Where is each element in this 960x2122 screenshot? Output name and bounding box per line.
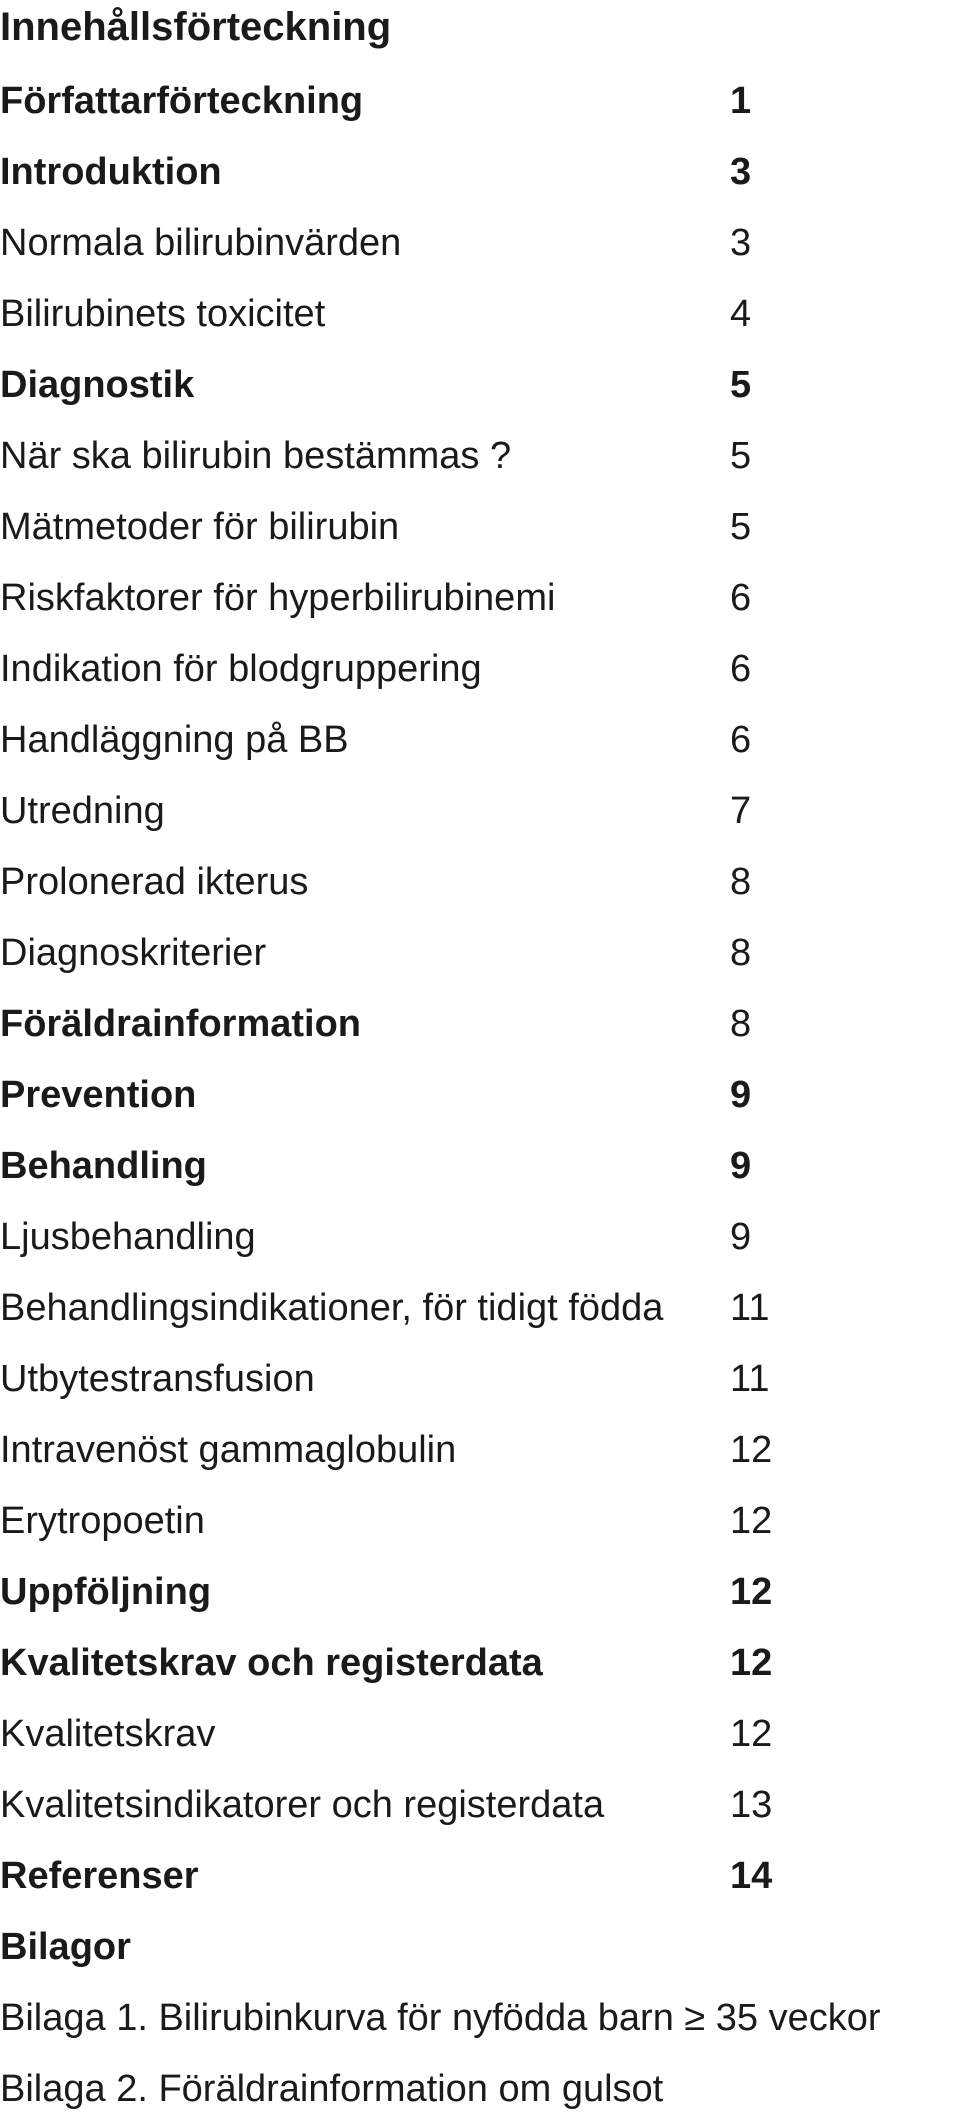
toc-label: Introduktion: [0, 151, 222, 193]
page-title: Innehållsförteckning: [0, 5, 392, 49]
toc-page-number: 13: [730, 1784, 773, 1826]
toc-page-number: 3: [730, 151, 752, 193]
toc-page-number: 5: [730, 435, 752, 477]
toc-label: Mätmetoder för bilirubin: [0, 506, 400, 548]
toc-page-number: 5: [730, 506, 752, 548]
toc-label: Utbytestransfusion: [0, 1358, 315, 1400]
toc-page-number: 1: [730, 80, 752, 122]
toc-page-number: 12: [730, 1713, 773, 1755]
toc-page-number: 11: [730, 1287, 770, 1329]
toc-page-number: 12: [730, 1642, 773, 1684]
toc-label: Normala bilirubinvärden: [0, 222, 402, 264]
toc-page-number: 11: [730, 1358, 770, 1400]
toc-label: Indikation för blodgruppering: [0, 648, 482, 690]
toc-label: När ska bilirubin bestämmas ?: [0, 435, 512, 477]
toc-label: Riskfaktorer för hyperbilirubinemi: [0, 577, 556, 619]
appendix-item-2[interactable]: Bilaga 2. Föräldrainformation om gulsot: [0, 2068, 664, 2110]
toc-label: Diagnoskriterier: [0, 932, 267, 974]
appendix-item-1[interactable]: Bilaga 1. Bilirubinkurva för nyfödda barn ≥ 35 veckor: [0, 1997, 881, 2039]
toc-label: Diagnostik: [0, 364, 195, 406]
toc-page-number: 8: [730, 861, 752, 903]
toc-page-number: 7: [730, 790, 752, 832]
toc-page-number: 8: [730, 1003, 752, 1045]
toc-label: Uppföljning: [0, 1571, 212, 1613]
toc-page-number: 3: [730, 222, 752, 264]
toc-page-number: 4: [730, 293, 752, 335]
toc-page-number: 6: [730, 648, 752, 690]
toc-label: Referenser: [0, 1855, 199, 1897]
toc-page-number: 9: [730, 1145, 752, 1187]
toc-label: Kvalitetskrav: [0, 1713, 216, 1755]
toc-page-number: 6: [730, 719, 752, 761]
toc-page-number: 8: [730, 932, 752, 974]
toc-label: Utredning: [0, 790, 165, 832]
toc-page-number: 12: [730, 1500, 773, 1542]
toc-page-number: 9: [730, 1216, 752, 1258]
toc-label: Bilirubinets toxicitet: [0, 293, 326, 335]
toc-label: Kvalitetsindikatorer och registerdata: [0, 1784, 605, 1826]
toc-page-number: 12: [730, 1429, 773, 1471]
toc-label: Prevention: [0, 1074, 197, 1116]
toc-page-number: 5: [730, 364, 752, 406]
toc-label: Handläggning på BB: [0, 719, 349, 761]
toc-label: Intravenöst gammaglobulin: [0, 1429, 457, 1471]
toc-label: Behandling: [0, 1145, 207, 1187]
toc-label: Ljusbehandling: [0, 1216, 256, 1258]
toc-label: Föräldrainformation: [0, 1003, 362, 1045]
appendix-heading: Bilagor: [0, 1926, 131, 1968]
toc-label: Kvalitetskrav och registerdata: [0, 1642, 543, 1684]
toc-page-number: 6: [730, 577, 752, 619]
toc-page-number: 14: [730, 1855, 773, 1897]
toc-page-number: 12: [730, 1571, 773, 1613]
toc-label: Erytropoetin: [0, 1500, 205, 1542]
toc-label: Behandlingsindikationer, för tidigt födda: [0, 1287, 664, 1329]
toc-label: Författarförteckning: [0, 80, 364, 122]
toc-label: Prolonerad ikterus: [0, 861, 309, 903]
toc-page-number: 9: [730, 1074, 752, 1116]
